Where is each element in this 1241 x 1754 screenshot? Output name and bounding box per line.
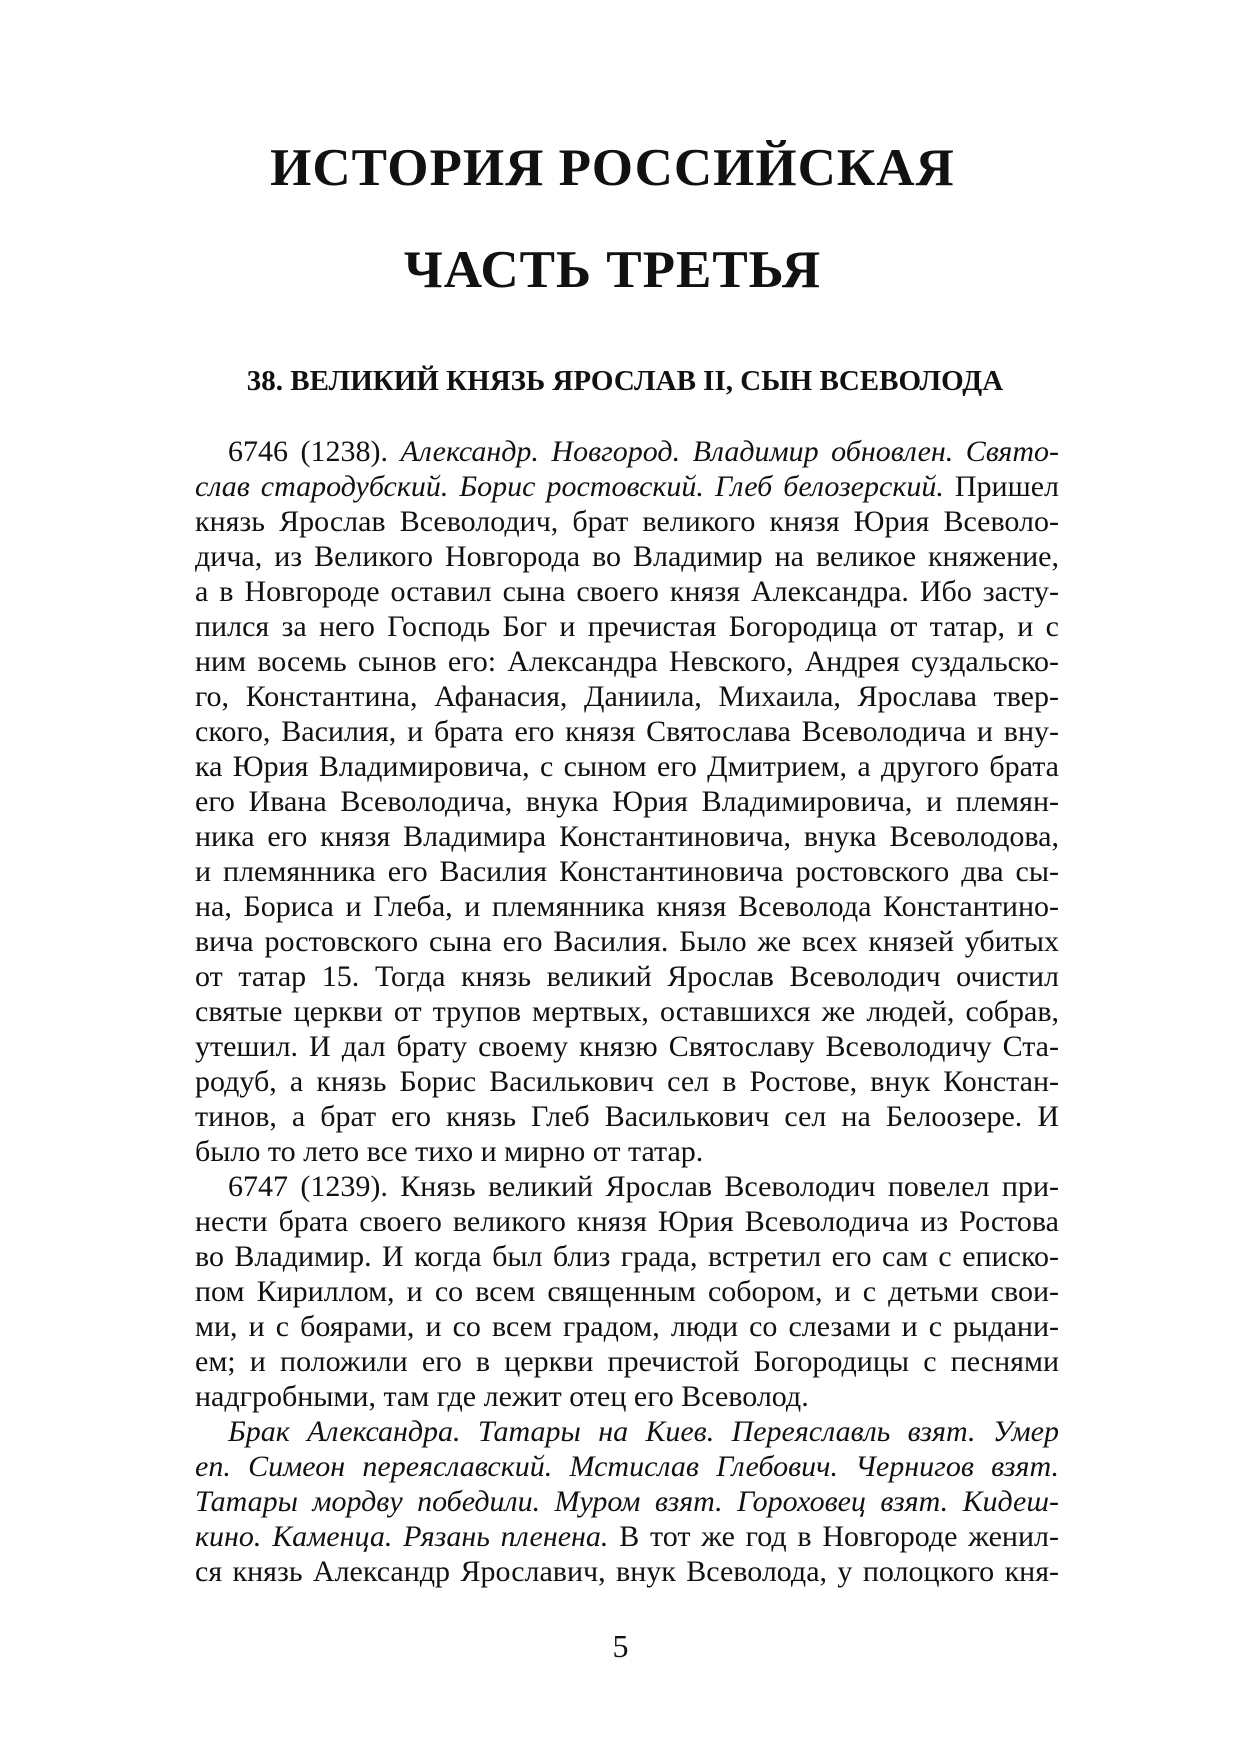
text-segment: Пришел (943, 470, 1059, 503)
text-line (195, 1274, 1059, 1309)
italic-summary: Александр. Новгород. Владимир обновлен. Свято- (400, 435, 1060, 468)
text-line (195, 1309, 1059, 1344)
italic-summary: еп. Симеон переяславский. Мстислав Глебович. Чернигов взят. (195, 1450, 1059, 1483)
text-line (195, 434, 1059, 469)
text-segment: от татар 15. Тогда князь великий Ярослав Всеволодич очистил (195, 960, 1059, 993)
text-line (195, 504, 1059, 539)
text-line (195, 1099, 1059, 1134)
text-line (195, 1204, 1059, 1239)
text-line (195, 539, 1059, 574)
text-line (195, 1414, 1059, 1449)
text-segment: а в Новгороде оставил сына своего князя Александра. Ибо засту- (195, 575, 1059, 608)
text-line (195, 994, 1059, 1029)
text-segment: ним восемь сынов его: Александра Невского, Андрея суздальско- (195, 645, 1059, 678)
body-text (195, 434, 1059, 1589)
text-segment: го, Константина, Афанасия, Даниила, Михаила, Ярослава твер- (195, 680, 1059, 713)
text-segment: ского, Василия, и брата его князя Святослава Всеволодича и вну- (195, 715, 1059, 748)
text-segment: ся князь Александр Ярославич, внук Всеволода, у полоцкого кня- (195, 1555, 1059, 1588)
text-segment: на, Бориса и Глеба, и племянника князя Всеволода Константино- (195, 890, 1059, 923)
text-segment: святые церкви от трупов мертвых, оставшихся же людей, собрав, (195, 995, 1059, 1028)
text-line (195, 644, 1059, 679)
text-line (195, 1554, 1059, 1589)
text-segment: ем; и положили его в церкви пречистой Богородицы с песнями (195, 1345, 1059, 1378)
text-line (195, 679, 1059, 714)
text-line (195, 1379, 1059, 1414)
text-segment: князь Ярослав Всеволодич, брат великого князя Юрия Всеволо- (195, 505, 1059, 538)
text-line (195, 784, 1059, 819)
text-line (195, 1134, 1059, 1169)
text-segment: было то лето все тихо и мирно от татар. (195, 1135, 704, 1168)
text-line (195, 714, 1059, 749)
chapter-heading: 38. ВЕЛИКИЙ КНЯЗЬ ЯРОСЛАВ II, СЫН ВСЕВОЛОДА (246, 365, 1004, 397)
text-line (195, 1484, 1059, 1519)
text-segment: 6747 (1239). Князь великий Ярослав Всеволодич повелел при- (228, 1170, 1059, 1203)
text-segment: ми, и с боярами, и со всем градом, люди со слезами и с рыдани- (195, 1310, 1059, 1343)
text-line (195, 574, 1059, 609)
text-line (195, 819, 1059, 854)
book-title: ИСТОРИЯ РОССИЙСКАЯ (270, 139, 955, 197)
text-segment: надгробными, там где лежит отец его Всеволод. (195, 1380, 809, 1413)
text-line (195, 1344, 1059, 1379)
part-title: ЧАСТЬ ТРЕТЬЯ (403, 241, 822, 299)
text-segment: тинов, а брат его князь Глеб Василькович сел на Белоозере. И (195, 1100, 1059, 1133)
text-segment: дича, из Великого Новгорода во Владимир на великое княжение, (195, 540, 1059, 573)
text-segment: пом Кириллом, и со всем священным собором, и с детьми свои- (195, 1275, 1059, 1308)
text-line (195, 469, 1059, 504)
text-line (195, 959, 1059, 994)
text-segment: во Владимир. И когда был близ града, встретил его сам с еписко- (195, 1240, 1059, 1273)
text-segment: его Ивана Всеволодича, внука Юрия Владимировича, и племян- (195, 785, 1059, 818)
text-line (195, 924, 1059, 959)
text-segment: и племянника его Василия Константиновича ростовского два сы- (195, 855, 1059, 888)
text-segment: ка Юрия Владимировича, с сыном его Дмитрием, а другого брата (195, 750, 1059, 783)
text-line (195, 854, 1059, 889)
text-segment: пился за него Господь Бог и пречистая Богородица от татар, и с (195, 610, 1059, 643)
text-line (195, 1064, 1059, 1099)
text-segment: утешил. И дал брату своему князю Святославу Всеволодичу Ста- (195, 1030, 1059, 1063)
text-segment: родуб, а князь Борис Василькович сел в Ростове, внук Констан- (195, 1065, 1059, 1098)
page-number: 5 (612, 1628, 629, 1664)
italic-summary: кино. Каменца. Рязань пленена. (195, 1520, 609, 1553)
italic-summary: Татары мордву победили. Муром взят. Гороховец взят. Кидеш- (195, 1485, 1059, 1518)
text-segment: вича ростовского сына его Василия. Было же всех князей убитых (195, 925, 1059, 958)
text-line (195, 889, 1059, 924)
text-segment: В тот же год в Новгороде женил- (608, 1520, 1059, 1553)
text-line (195, 1449, 1059, 1484)
italic-summary: слав стародубский. Борис ростовский. Глеб белозерский. (195, 470, 944, 503)
text-line (195, 1519, 1059, 1554)
text-segment: нести брата своего великого князя Юрия Всеволодича из Ростова (195, 1205, 1059, 1238)
text-segment: 6746 (1238). (228, 435, 401, 468)
text-line (195, 1239, 1059, 1274)
text-line (195, 749, 1059, 784)
italic-summary: Брак Александра. Татары на Киев. Переяславль взят. Умер (228, 1415, 1059, 1448)
text-line (195, 1029, 1059, 1064)
text-segment: ника его князя Владимира Константиновича, внука Всеволодова, (195, 820, 1059, 853)
text-line (195, 1169, 1059, 1204)
text-line (195, 609, 1059, 644)
